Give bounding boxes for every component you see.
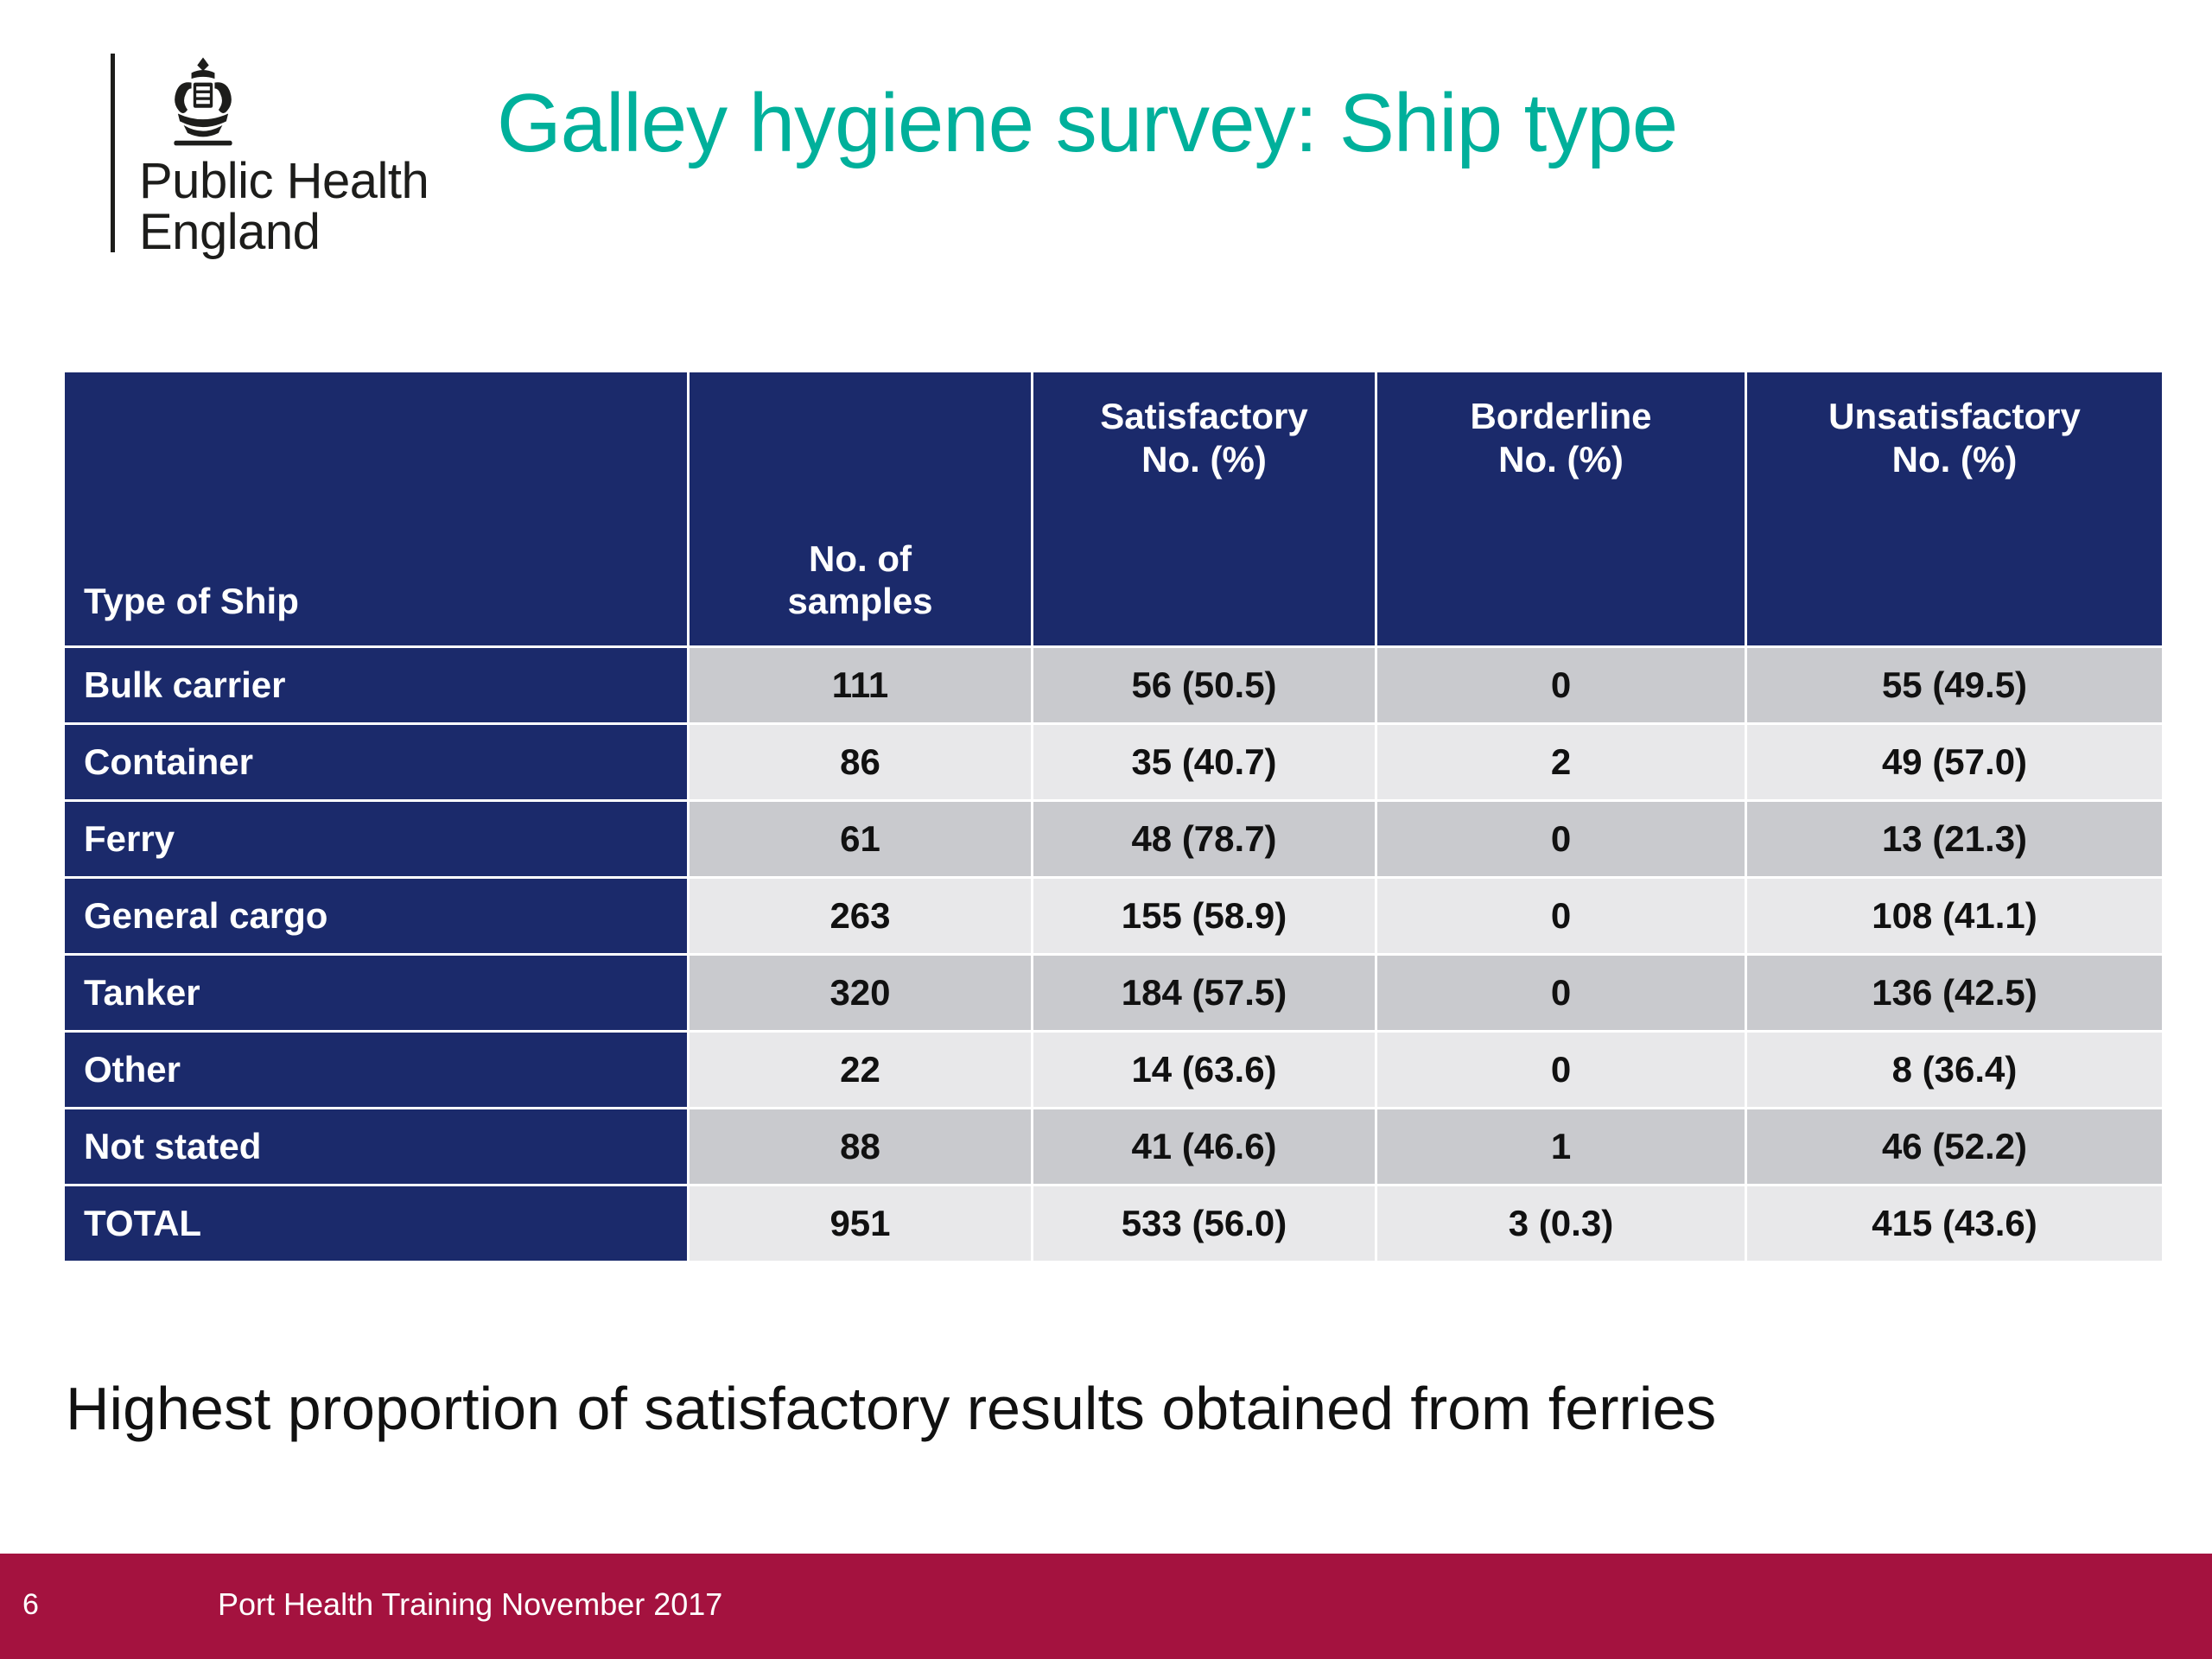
phe-logo-line2: England (139, 204, 321, 261)
phe-logo-line1: Public Health (139, 153, 429, 209)
column-header-type-of-ship: Type of Ship (65, 372, 687, 645)
row-label: Not stated (65, 1109, 687, 1184)
column-header-no-of-samples-line2: samples (787, 581, 933, 622)
cell-borderline: 0 (1377, 1033, 1745, 1107)
cell-unsatisfactory: 108 (41.1) (1747, 879, 2162, 953)
table-row (65, 648, 2162, 722)
column-header-borderline-line1: Borderline (1470, 396, 1652, 436)
cell-borderline: 0 (1377, 879, 1745, 953)
cell-satisfactory: 155 (58.9) (1033, 879, 1375, 953)
cell-samples: 951 (690, 1186, 1031, 1261)
table-row (65, 802, 2162, 876)
footer-text: Port Health Training November 2017 (218, 1586, 723, 1622)
cell-samples: 263 (690, 879, 1031, 953)
ship-type-table (62, 370, 2164, 1263)
column-header-satisfactory-line2: No. (%) (1141, 438, 1267, 480)
table-row-total (65, 1186, 2162, 1261)
cell-unsatisfactory: 136 (42.5) (1747, 956, 2162, 1030)
row-label: Other (65, 1033, 687, 1107)
row-label: Ferry (65, 802, 687, 876)
row-label: Tanker (65, 956, 687, 1030)
royal-coat-of-arms-icon (155, 54, 251, 150)
table-row (65, 1109, 2162, 1184)
table-row (65, 956, 2162, 1030)
cell-borderline: 1 (1377, 1109, 1745, 1184)
cell-borderline: 0 (1377, 956, 1745, 1030)
column-header-unsatisfactory-line2: No. (%) (1891, 438, 2018, 480)
cell-samples: 22 (690, 1033, 1031, 1107)
ship-type-table-container (62, 370, 2153, 1263)
column-header-no-of-samples (690, 372, 1031, 645)
phe-logo (111, 54, 474, 261)
row-label: Container (65, 725, 687, 799)
cell-samples: 111 (690, 648, 1031, 722)
cell-satisfactory: 184 (57.5) (1033, 956, 1375, 1030)
column-header-no-of-samples-line1: No. of (809, 537, 912, 579)
phe-logo-text (139, 153, 474, 261)
cell-satisfactory: 35 (40.7) (1033, 725, 1375, 799)
cell-unsatisfactory: 55 (49.5) (1747, 648, 2162, 722)
column-header-satisfactory (1033, 372, 1375, 645)
table-row (65, 1033, 2162, 1107)
cell-satisfactory: 14 (63.6) (1033, 1033, 1375, 1107)
cell-borderline: 2 (1377, 725, 1745, 799)
page-title: Galley hygiene survey: Ship type (497, 77, 1678, 169)
row-label: TOTAL (65, 1186, 687, 1261)
slide-footer (0, 1554, 2212, 1659)
cell-samples: 61 (690, 802, 1031, 876)
row-label: Bulk carrier (65, 648, 687, 722)
cell-borderline: 3 (0.3) (1377, 1186, 1745, 1261)
column-header-unsatisfactory-line1: Unsatisfactory (1828, 396, 2081, 436)
cell-satisfactory: 48 (78.7) (1033, 802, 1375, 876)
row-label: General cargo (65, 879, 687, 953)
cell-unsatisfactory: 13 (21.3) (1747, 802, 2162, 876)
column-header-borderline-line2: No. (%) (1498, 438, 1624, 480)
cell-unsatisfactory: 8 (36.4) (1747, 1033, 2162, 1107)
cell-unsatisfactory: 46 (52.2) (1747, 1109, 2162, 1184)
table-row (65, 879, 2162, 953)
page-number: 6 (22, 1588, 39, 1621)
cell-borderline: 0 (1377, 648, 1745, 722)
cell-satisfactory: 41 (46.6) (1033, 1109, 1375, 1184)
column-header-borderline (1377, 372, 1745, 645)
cell-samples: 86 (690, 725, 1031, 799)
cell-samples: 320 (690, 956, 1031, 1030)
column-header-satisfactory-line1: Satisfactory (1100, 396, 1308, 436)
table-row (65, 725, 2162, 799)
cell-borderline: 0 (1377, 802, 1745, 876)
slide-header (0, 0, 2212, 294)
column-header-unsatisfactory (1747, 372, 2162, 645)
cell-unsatisfactory: 49 (57.0) (1747, 725, 2162, 799)
table-header-row (65, 372, 2162, 645)
cell-samples: 88 (690, 1109, 1031, 1184)
cell-satisfactory: 533 (56.0) (1033, 1186, 1375, 1261)
cell-unsatisfactory: 415 (43.6) (1747, 1186, 2162, 1261)
slide-caption: Highest proportion of satisfactory results obtained from ferries (66, 1375, 1717, 1442)
cell-satisfactory: 56 (50.5) (1033, 648, 1375, 722)
